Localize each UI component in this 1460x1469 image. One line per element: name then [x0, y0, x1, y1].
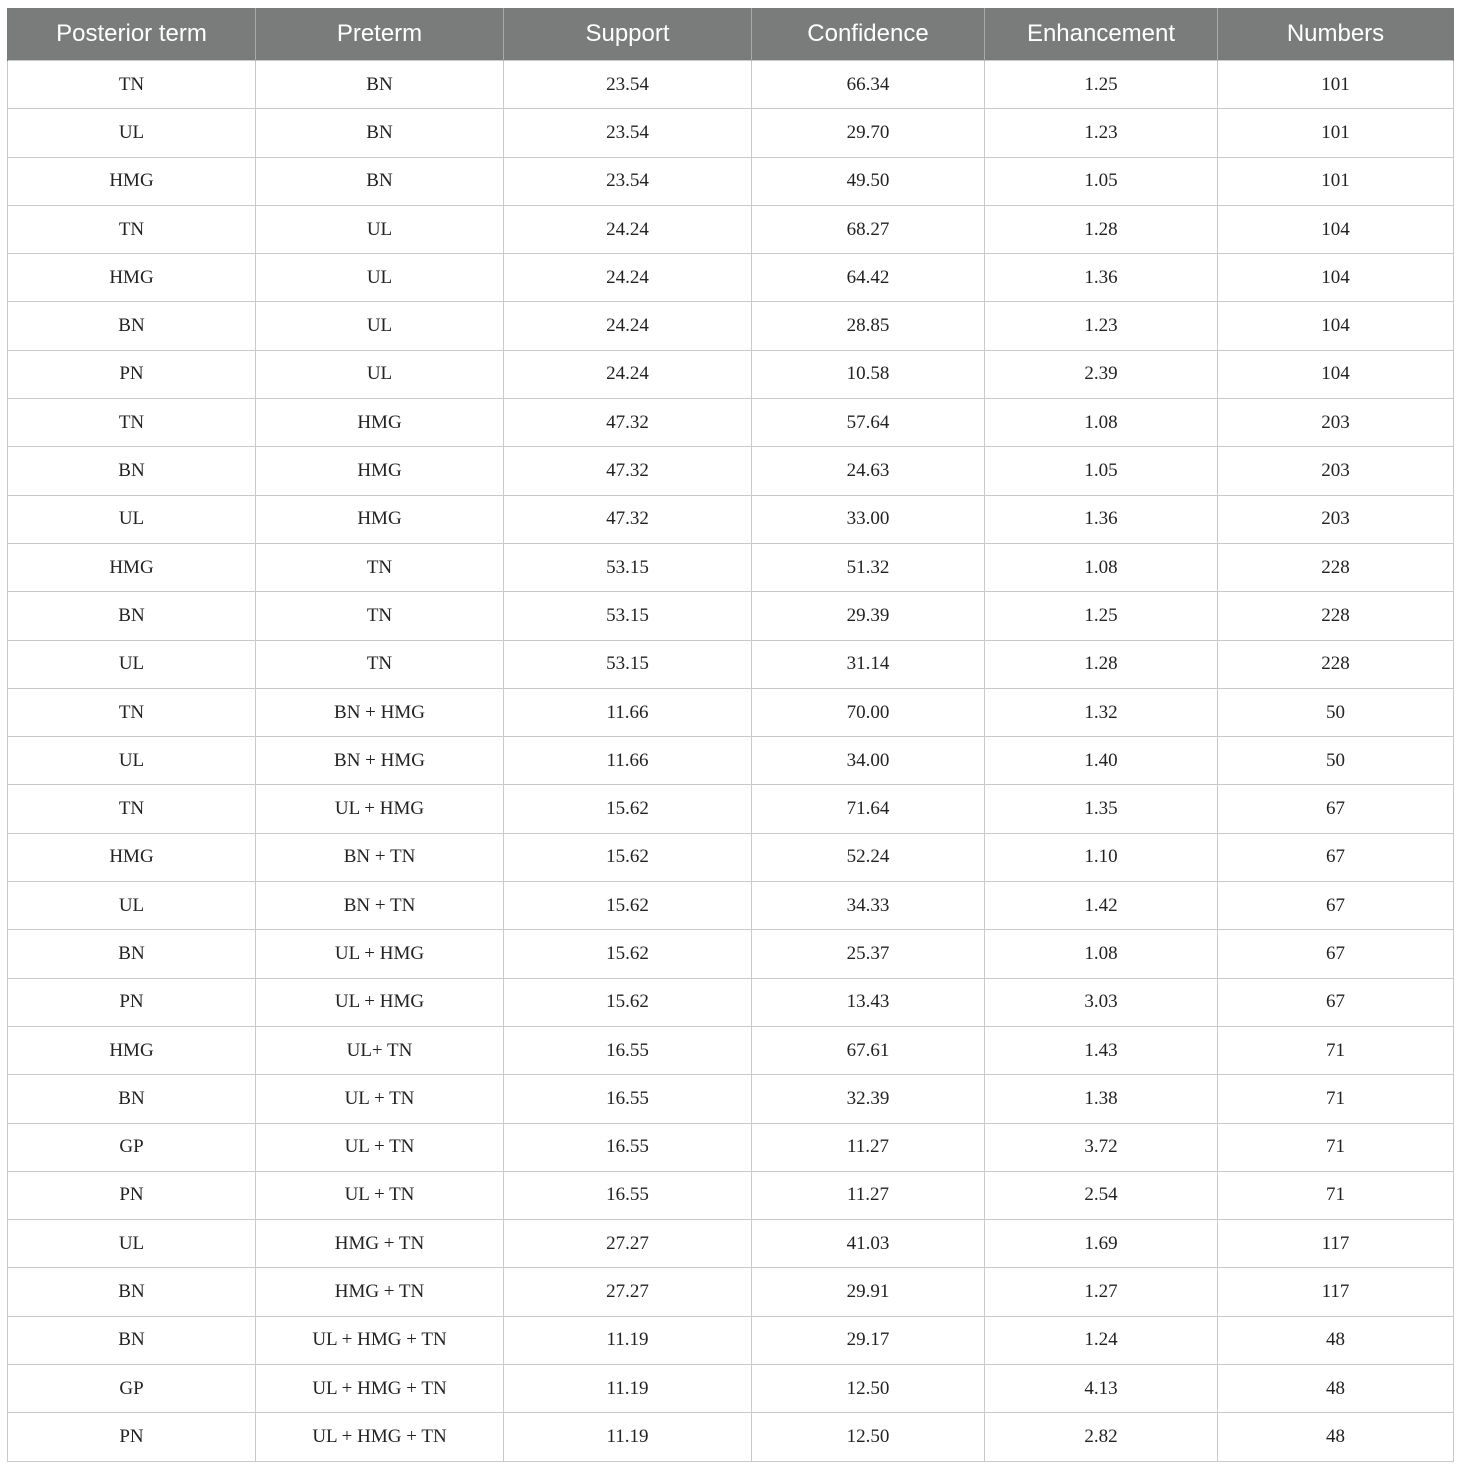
cell-posterior-term: UL	[8, 495, 256, 543]
cell-posterior-term: TN	[8, 61, 256, 109]
table-row	[8, 399, 1454, 447]
cell-preterm: HMG	[256, 495, 504, 543]
cell-confidence: 31.14	[752, 640, 985, 688]
cell-support: 23.54	[504, 109, 752, 157]
cell-numbers: 71	[1218, 1026, 1454, 1074]
cell-confidence: 28.85	[752, 302, 985, 350]
cell-posterior-term: BN	[8, 302, 256, 350]
cell-enhancement: 2.39	[985, 350, 1218, 398]
table-row	[8, 543, 1454, 591]
cell-numbers: 101	[1218, 109, 1454, 157]
cell-posterior-term: TN	[8, 785, 256, 833]
cell-confidence: 34.00	[752, 737, 985, 785]
cell-numbers: 71	[1218, 1075, 1454, 1123]
cell-enhancement: 1.38	[985, 1075, 1218, 1123]
cell-numbers: 67	[1218, 882, 1454, 930]
cell-preterm: BN + TN	[256, 882, 504, 930]
cell-preterm: UL	[256, 254, 504, 302]
cell-numbers: 48	[1218, 1365, 1454, 1413]
cell-enhancement: 1.28	[985, 205, 1218, 253]
table-row	[8, 785, 1454, 833]
header-row	[8, 8, 1454, 61]
table-row	[8, 688, 1454, 736]
cell-support: 15.62	[504, 978, 752, 1026]
cell-enhancement: 1.40	[985, 737, 1218, 785]
cell-numbers: 203	[1218, 447, 1454, 495]
cell-preterm: HMG	[256, 447, 504, 495]
table-row	[8, 350, 1454, 398]
cell-enhancement: 1.36	[985, 254, 1218, 302]
cell-support: 53.15	[504, 543, 752, 591]
cell-preterm: BN + HMG	[256, 688, 504, 736]
cell-support: 16.55	[504, 1171, 752, 1219]
cell-enhancement: 1.25	[985, 61, 1218, 109]
table-row	[8, 1268, 1454, 1316]
cell-enhancement: 4.13	[985, 1365, 1218, 1413]
table-row	[8, 1075, 1454, 1123]
header-confidence: Confidence	[752, 8, 985, 61]
cell-numbers: 228	[1218, 640, 1454, 688]
table-row	[8, 157, 1454, 205]
cell-support: 47.32	[504, 495, 752, 543]
cell-posterior-term: PN	[8, 350, 256, 398]
cell-posterior-term: HMG	[8, 543, 256, 591]
cell-support: 27.27	[504, 1220, 752, 1268]
cell-posterior-term: UL	[8, 737, 256, 785]
cell-enhancement: 1.36	[985, 495, 1218, 543]
header-support: Support	[504, 8, 752, 61]
cell-confidence: 66.34	[752, 61, 985, 109]
cell-numbers: 117	[1218, 1220, 1454, 1268]
table-row	[8, 1413, 1454, 1461]
cell-numbers: 71	[1218, 1123, 1454, 1171]
cell-numbers: 48	[1218, 1413, 1454, 1461]
cell-support: 24.24	[504, 254, 752, 302]
cell-preterm: UL + TN	[256, 1171, 504, 1219]
cell-enhancement: 1.08	[985, 543, 1218, 591]
cell-enhancement: 1.23	[985, 109, 1218, 157]
table-row	[8, 61, 1454, 109]
cell-posterior-term: GP	[8, 1365, 256, 1413]
cell-support: 16.55	[504, 1123, 752, 1171]
header-numbers: Numbers	[1218, 8, 1454, 61]
cell-numbers: 104	[1218, 254, 1454, 302]
table-row	[8, 640, 1454, 688]
table-row	[8, 1365, 1454, 1413]
cell-posterior-term: UL	[8, 1220, 256, 1268]
cell-numbers: 101	[1218, 157, 1454, 205]
cell-numbers: 203	[1218, 495, 1454, 543]
cell-preterm: UL	[256, 302, 504, 350]
cell-support: 11.19	[504, 1413, 752, 1461]
cell-confidence: 12.50	[752, 1413, 985, 1461]
cell-support: 47.32	[504, 399, 752, 447]
cell-enhancement: 1.05	[985, 157, 1218, 205]
header-posterior-term: Posterior term	[8, 8, 256, 61]
cell-preterm: TN	[256, 592, 504, 640]
cell-confidence: 71.64	[752, 785, 985, 833]
cell-support: 24.24	[504, 205, 752, 253]
cell-posterior-term: UL	[8, 109, 256, 157]
table-row	[8, 1316, 1454, 1364]
cell-preterm: BN + HMG	[256, 737, 504, 785]
cell-support: 11.19	[504, 1316, 752, 1364]
cell-posterior-term: GP	[8, 1123, 256, 1171]
table-row	[8, 592, 1454, 640]
cell-preterm: BN	[256, 157, 504, 205]
cell-posterior-term: HMG	[8, 1026, 256, 1074]
cell-confidence: 49.50	[752, 157, 985, 205]
cell-preterm: BN	[256, 109, 504, 157]
cell-numbers: 104	[1218, 205, 1454, 253]
cell-confidence: 57.64	[752, 399, 985, 447]
table-row	[8, 833, 1454, 881]
cell-enhancement: 1.24	[985, 1316, 1218, 1364]
cell-numbers: 50	[1218, 688, 1454, 736]
cell-enhancement: 1.28	[985, 640, 1218, 688]
cell-posterior-term: BN	[8, 1268, 256, 1316]
cell-confidence: 67.61	[752, 1026, 985, 1074]
cell-confidence: 70.00	[752, 688, 985, 736]
cell-enhancement: 1.25	[985, 592, 1218, 640]
table-row	[8, 978, 1454, 1026]
cell-preterm: HMG + TN	[256, 1220, 504, 1268]
cell-preterm: BN	[256, 61, 504, 109]
cell-support: 27.27	[504, 1268, 752, 1316]
cell-numbers: 67	[1218, 833, 1454, 881]
table-row	[8, 447, 1454, 495]
cell-numbers: 101	[1218, 61, 1454, 109]
cell-numbers: 117	[1218, 1268, 1454, 1316]
cell-preterm: UL + HMG + TN	[256, 1413, 504, 1461]
cell-enhancement: 2.54	[985, 1171, 1218, 1219]
cell-posterior-term: TN	[8, 399, 256, 447]
cell-confidence: 41.03	[752, 1220, 985, 1268]
cell-enhancement: 1.27	[985, 1268, 1218, 1316]
cell-numbers: 104	[1218, 302, 1454, 350]
cell-support: 23.54	[504, 157, 752, 205]
cell-preterm: UL + TN	[256, 1075, 504, 1123]
cell-support: 23.54	[504, 61, 752, 109]
cell-enhancement: 1.69	[985, 1220, 1218, 1268]
cell-confidence: 12.50	[752, 1365, 985, 1413]
cell-support: 11.66	[504, 737, 752, 785]
cell-posterior-term: HMG	[8, 833, 256, 881]
cell-enhancement: 1.08	[985, 399, 1218, 447]
cell-posterior-term: HMG	[8, 254, 256, 302]
cell-numbers: 48	[1218, 1316, 1454, 1364]
cell-enhancement: 3.72	[985, 1123, 1218, 1171]
cell-support: 15.62	[504, 882, 752, 930]
cell-support: 16.55	[504, 1026, 752, 1074]
cell-numbers: 71	[1218, 1171, 1454, 1219]
table-row	[8, 1123, 1454, 1171]
cell-numbers: 67	[1218, 785, 1454, 833]
cell-support: 53.15	[504, 640, 752, 688]
cell-confidence: 32.39	[752, 1075, 985, 1123]
cell-preterm: UL	[256, 350, 504, 398]
cell-numbers: 67	[1218, 978, 1454, 1026]
cell-enhancement: 3.03	[985, 978, 1218, 1026]
association-rules-table	[7, 8, 1454, 1462]
cell-support: 24.24	[504, 302, 752, 350]
cell-numbers: 228	[1218, 592, 1454, 640]
cell-support: 15.62	[504, 785, 752, 833]
cell-numbers: 50	[1218, 737, 1454, 785]
cell-posterior-term: PN	[8, 978, 256, 1026]
cell-preterm: UL+ TN	[256, 1026, 504, 1074]
cell-numbers: 203	[1218, 399, 1454, 447]
cell-confidence: 25.37	[752, 930, 985, 978]
cell-support: 16.55	[504, 1075, 752, 1123]
cell-enhancement: 1.05	[985, 447, 1218, 495]
cell-enhancement: 1.10	[985, 833, 1218, 881]
table-row	[8, 1171, 1454, 1219]
cell-enhancement: 1.35	[985, 785, 1218, 833]
cell-confidence: 29.91	[752, 1268, 985, 1316]
table-row	[8, 737, 1454, 785]
table-row	[8, 882, 1454, 930]
cell-confidence: 11.27	[752, 1123, 985, 1171]
cell-preterm: UL + HMG + TN	[256, 1365, 504, 1413]
table-row	[8, 1026, 1454, 1074]
cell-confidence: 24.63	[752, 447, 985, 495]
cell-preterm: TN	[256, 640, 504, 688]
cell-confidence: 10.58	[752, 350, 985, 398]
cell-preterm: UL + TN	[256, 1123, 504, 1171]
table-row	[8, 930, 1454, 978]
cell-support: 24.24	[504, 350, 752, 398]
table-header	[8, 8, 1454, 61]
cell-preterm: HMG + TN	[256, 1268, 504, 1316]
cell-preterm: UL + HMG	[256, 978, 504, 1026]
cell-preterm: UL	[256, 205, 504, 253]
cell-posterior-term: PN	[8, 1171, 256, 1219]
cell-preterm: UL + HMG	[256, 930, 504, 978]
header-enhancement: Enhancement	[985, 8, 1218, 61]
cell-posterior-term: BN	[8, 447, 256, 495]
cell-posterior-term: BN	[8, 592, 256, 640]
cell-enhancement: 1.08	[985, 930, 1218, 978]
cell-posterior-term: HMG	[8, 157, 256, 205]
cell-confidence: 68.27	[752, 205, 985, 253]
cell-support: 11.66	[504, 688, 752, 736]
table-row	[8, 254, 1454, 302]
cell-posterior-term: TN	[8, 688, 256, 736]
cell-confidence: 13.43	[752, 978, 985, 1026]
cell-posterior-term: BN	[8, 1075, 256, 1123]
cell-posterior-term: BN	[8, 930, 256, 978]
cell-confidence: 29.17	[752, 1316, 985, 1364]
cell-support: 53.15	[504, 592, 752, 640]
cell-confidence: 64.42	[752, 254, 985, 302]
cell-preterm: BN + TN	[256, 833, 504, 881]
cell-confidence: 11.27	[752, 1171, 985, 1219]
cell-preterm: UL + HMG	[256, 785, 504, 833]
table-row	[8, 495, 1454, 543]
cell-numbers: 67	[1218, 930, 1454, 978]
table-row	[8, 109, 1454, 157]
cell-preterm: UL + HMG + TN	[256, 1316, 504, 1364]
cell-confidence: 52.24	[752, 833, 985, 881]
cell-numbers: 228	[1218, 543, 1454, 591]
table-row	[8, 205, 1454, 253]
cell-posterior-term: TN	[8, 205, 256, 253]
cell-enhancement: 1.32	[985, 688, 1218, 736]
header-preterm: Preterm	[256, 8, 504, 61]
cell-enhancement: 2.82	[985, 1413, 1218, 1461]
cell-confidence: 29.70	[752, 109, 985, 157]
table-row	[8, 302, 1454, 350]
table-row	[8, 1220, 1454, 1268]
cell-enhancement: 1.23	[985, 302, 1218, 350]
cell-support: 47.32	[504, 447, 752, 495]
cell-posterior-term: UL	[8, 882, 256, 930]
cell-posterior-term: PN	[8, 1413, 256, 1461]
cell-confidence: 29.39	[752, 592, 985, 640]
cell-support: 15.62	[504, 833, 752, 881]
cell-support: 15.62	[504, 930, 752, 978]
cell-posterior-term: UL	[8, 640, 256, 688]
cell-support: 11.19	[504, 1365, 752, 1413]
cell-enhancement: 1.42	[985, 882, 1218, 930]
cell-numbers: 104	[1218, 350, 1454, 398]
association-rules-table-container	[7, 8, 1453, 1462]
cell-confidence: 34.33	[752, 882, 985, 930]
cell-enhancement: 1.43	[985, 1026, 1218, 1074]
cell-confidence: 51.32	[752, 543, 985, 591]
cell-posterior-term: BN	[8, 1316, 256, 1364]
cell-confidence: 33.00	[752, 495, 985, 543]
cell-preterm: TN	[256, 543, 504, 591]
cell-preterm: HMG	[256, 399, 504, 447]
table-body	[8, 61, 1454, 1462]
